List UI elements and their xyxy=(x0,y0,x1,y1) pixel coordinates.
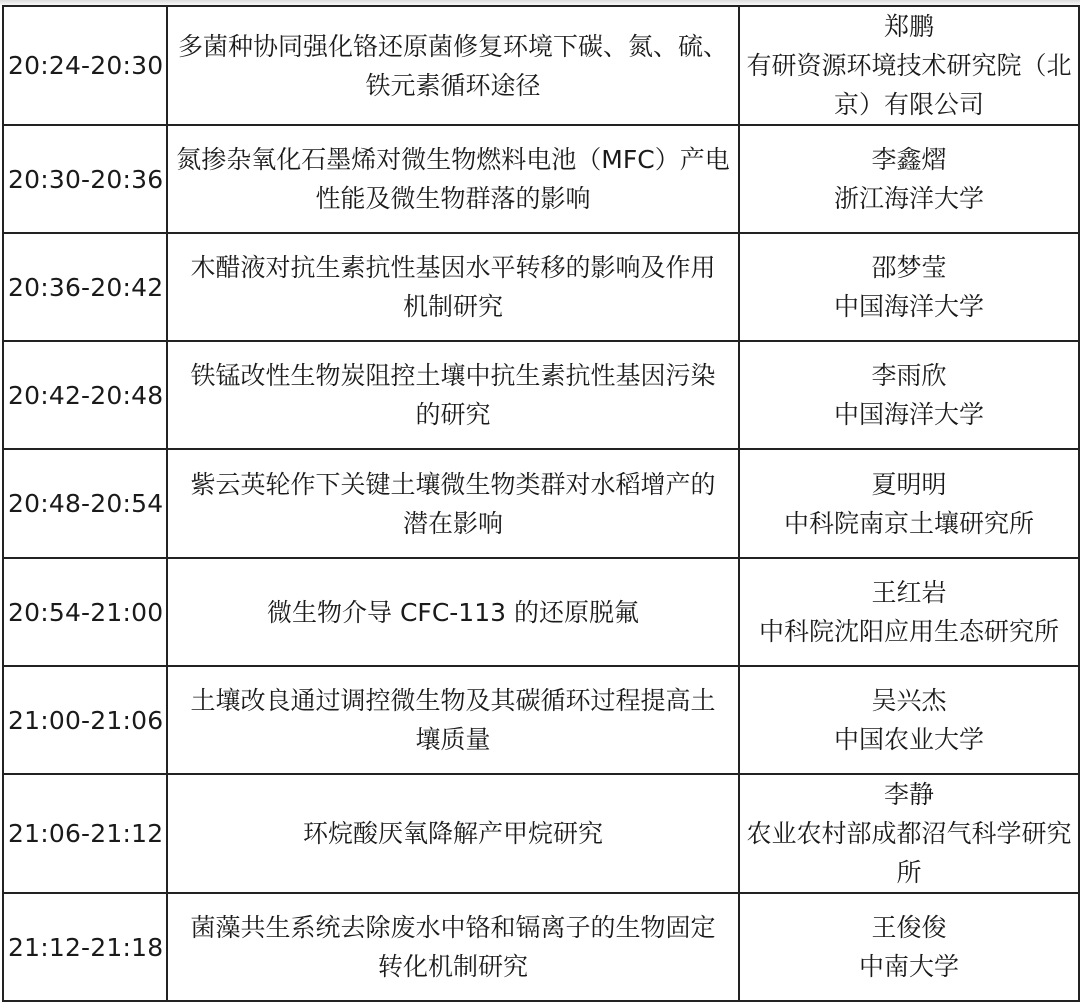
speaker-cell xyxy=(739,558,1079,666)
speaker-cell xyxy=(739,893,1079,1001)
talk-topic-line: 壤质量 xyxy=(415,725,491,754)
speaker-affiliation: 中国农业大学 xyxy=(833,725,984,754)
speaker-cell xyxy=(739,6,1079,125)
talk-topic xyxy=(167,125,739,233)
time-slot: 20:30-20:36 xyxy=(3,125,167,233)
talk-topic xyxy=(167,6,739,125)
talk-topic-line: 潜在影响 xyxy=(402,508,503,538)
talk-topic-line: 氮掺杂氧化石墨烯对微生物燃料电池（MFC）产电 xyxy=(176,145,730,174)
table-row xyxy=(3,233,1079,341)
talk-topic xyxy=(167,893,739,1001)
time-slot: 20:42-20:48 xyxy=(3,341,167,449)
talk-topic-line: 微生物介导 CFC-113 的还原脱氟 xyxy=(267,597,639,627)
speaker-affiliation: 中科院南京土壤研究所 xyxy=(783,508,1034,538)
talk-topic-line: 铁锰改性生物炭阻控土壤中抗生素抗性基因污染 xyxy=(190,361,716,390)
talk-topic xyxy=(167,341,739,449)
talk-topic xyxy=(167,774,739,893)
talk-topic xyxy=(167,558,739,666)
table-row xyxy=(3,774,1079,893)
table-row xyxy=(3,666,1079,774)
talk-topic-line: 环烷酸厌氧降解产甲烷研究 xyxy=(302,819,603,848)
table-row xyxy=(3,449,1079,558)
speaker-affiliation: 农业农村部成都沼气科学研究 xyxy=(746,819,1072,848)
speaker-cell xyxy=(739,449,1079,558)
talk-topic-line: 转化机制研究 xyxy=(377,952,528,981)
time-slot: 20:54-21:00 xyxy=(3,558,167,666)
time-slot: 20:36-20:42 xyxy=(3,233,167,341)
time-slot: 20:24-20:30 xyxy=(3,6,167,125)
schedule-table-body xyxy=(3,6,1079,1001)
table-row xyxy=(3,125,1079,233)
speaker-affiliation: 中国海洋大学 xyxy=(833,400,984,429)
talk-topic xyxy=(167,233,739,341)
talk-topic-line: 的研究 xyxy=(415,400,491,429)
speaker-cell xyxy=(739,341,1079,449)
talk-topic xyxy=(167,666,739,774)
schedule-table xyxy=(2,5,1080,1002)
time-slot: 21:00-21:06 xyxy=(3,666,167,774)
speaker-affiliation: 浙江海洋大学 xyxy=(833,184,984,213)
speaker-affiliation: 中国海洋大学 xyxy=(833,292,984,321)
talk-topic-line: 性能及微生物群落的影响 xyxy=(315,184,591,213)
time-slot: 20:48-20:54 xyxy=(3,449,167,558)
time-slot: 21:06-21:12 xyxy=(3,774,167,893)
speaker-name: 夏明明 xyxy=(871,469,947,499)
speaker-affiliation: 京）有限公司 xyxy=(833,90,984,119)
speaker-affiliation: 有研资源环境技术研究院（北 xyxy=(746,51,1072,80)
talk-topic-line: 铁元素循环途径 xyxy=(365,70,541,100)
table-row xyxy=(3,341,1079,449)
talk-topic-line: 木醋液对抗生素抗性基因水平转移的影响及作用 xyxy=(190,253,716,282)
talk-topic-line: 土壤改良通过调控微生物及其碳循环过程提高土 xyxy=(190,686,716,715)
speaker-cell xyxy=(739,233,1079,341)
speaker-affiliation: 所 xyxy=(896,858,922,887)
talk-topic-line: 多菌种协同强化铬还原菌修复环境下碳、氮、硫、 xyxy=(177,31,728,61)
speaker-name: 吴兴杰 xyxy=(871,686,947,715)
speaker-name: 李雨欣 xyxy=(871,361,947,390)
table-row xyxy=(3,6,1079,125)
speaker-name: 邵梦莹 xyxy=(871,253,947,282)
speaker-name: 郑鹏 xyxy=(883,12,934,41)
speaker-cell xyxy=(739,125,1079,233)
speaker-name: 李静 xyxy=(883,780,934,809)
time-slot: 21:12-21:18 xyxy=(3,893,167,1001)
speaker-cell xyxy=(739,774,1079,893)
talk-topic-line: 机制研究 xyxy=(402,292,503,321)
table-row xyxy=(3,893,1079,1001)
table-row xyxy=(3,558,1079,666)
talk-topic-line: 菌藻共生系统去除废水中铬和镉离子的生物固定 xyxy=(190,913,716,942)
speaker-name: 王红岩 xyxy=(871,578,947,607)
talk-topic-line: 紫云英轮作下关键土壤微生物类群对水稻增产的 xyxy=(190,469,716,499)
speaker-affiliation: 中科院沈阳应用生态研究所 xyxy=(758,617,1059,646)
speaker-name: 李鑫熠 xyxy=(871,145,947,174)
talk-topic xyxy=(167,449,739,558)
speaker-affiliation: 中南大学 xyxy=(858,952,959,981)
speaker-name: 王俊俊 xyxy=(871,913,947,942)
speaker-cell xyxy=(739,666,1079,774)
